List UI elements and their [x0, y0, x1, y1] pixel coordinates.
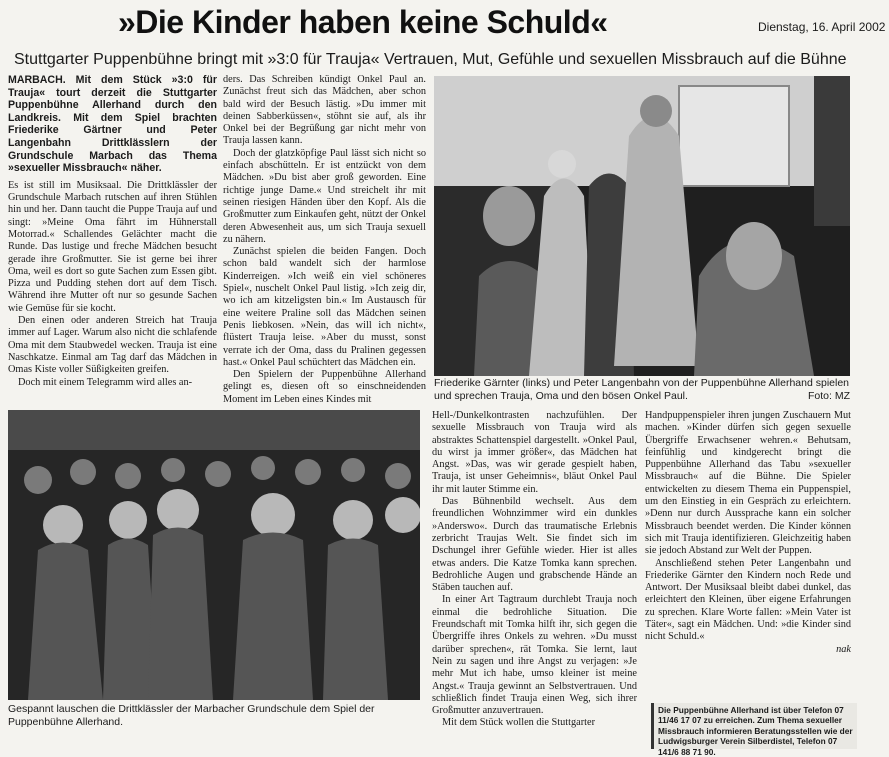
audience-photo-image [8, 410, 420, 700]
paragraph: Den Spielern der Puppenbühne Allerhand gelingt es, diesen oft so einschneidenden Moment im Leben eines Kindes mit [223, 369, 426, 404]
paragraph: Anschließend stehen Peter Langenbahn und Friederike Gärnter den Kindern noch Rede und Antwort. Der Musiksaal bleibt dabei dunkel, das erleichtert den Kleinen, über eigene Erfahrungen zu sprechen. Klare Worte fallen: »Mein Vater ist Täter«, sagt ein Mädchen. Und: »die Kinder sind nicht Schuld.« [645, 557, 851, 643]
top-photo-caption [434, 377, 850, 403]
article-column-4 [645, 410, 851, 700]
paragraph: Doch mit einem Telegramm wird alles an- [18, 376, 193, 388]
article-column-2 [223, 74, 426, 404]
paragraph: Handpuppenspieler ihren jungen Zuschauern Mut machen. »Kinder dürfen sich gegen sexuelle Übergriffe Erwachsener wehren.« Behutsam, feinfühlig und kindgerecht bringt die Puppenbühne Allerhand das Tabu »sexueller Missbrauch« auf die Bühne. Die Spieler entwickelten zu diesem Thema ein Puppenspiel, um den Einstieg in ein Gespräch zu erleichtern. »Denn nur durch Aussprache kann ein solcher Missbrauch beendet werden. Die Kinder können sich mit Trauja identifizieren. Gleichzeitig haben sie jedoch Abstand zur Welt der Puppen. [645, 410, 851, 557]
paragraph: Hell-/Dunkelkontrasten nachzufühlen. Der sexuelle Missbrauch von Trauja wird als abstraktes Schattenspiel dargestellt. »Onkel Paul, du wirst ja immer größer«, das Mädchen hat Angst. »Das, was wir gerade gespielt haben, Trauja, ist unser Geheimnis«, bläut Onkel Paul ihr mit lauter Stimme ein. [432, 410, 637, 495]
article-column-1 [8, 74, 217, 404]
caption-text: Friederike Gärnter (links) und Peter Langenbahn von der Puppenbühne Allerhand spielen und sprechen Trauja, Oma und den bösen Onkel Paul. [434, 377, 850, 402]
paragraph: Das Bühnenbild wechselt. Aus dem freundlichen Wohnzimmer wird ein dunkles »Anderswo«. Durch das traumatische Erlebnis zerbricht Traujas Welt. Sie findet sich im Dschungel ihrer Gefühle wieder. Hier ist alles etwas anders. Die Katze Tomka kann sprechen. Bedrohliche Augen und grabschende Hände an Stäben tauchen auf. [432, 496, 637, 594]
contact-info-box: Die Puppenbühne Allerhand ist über Telefon 07 11/46 17 07 zu erreichen. Zum Thema sexueller Missbrauch informieren Beratungsstellen wie der Ludwigsburger Verein Silberdistel, Telefon 07 141/6 88 71 90. [651, 703, 857, 749]
paragraph: Den einen oder anderen Streich hat Trauja immer auf Lager. Warum also nicht die schlafende Oma mit dem Staubwedel wecken. Trauja ist eine Naschkatze. Einmal am Tag darf das Mädchen in Omas Kiste voller Süßigkeiten greifen. [8, 315, 217, 376]
bottom-photo-caption: Gespannt lauschen die Drittklässler der Marbacher Grundschule dem Spiel der Puppenbühne Allerhand. [8, 703, 375, 728]
author-signature: nak [836, 643, 851, 655]
subheadline: Stuttgarter Puppenbühne bringt mit »3:0 für Trauja« Vertrauen, Mut, Gefühle und sexuellen Missbrauch auf die Bühne [14, 51, 847, 68]
paragraph: Zunächst spielen die beiden Fangen. Doch schon bald wandelt sich der harmlose Kinderreigen. »Ich weiß ein viel schöneres Spiel«, nuschelt Onkel Paul listig. »Ich zeig dir, wo ich am kitzeligsten bin.« Im Austausch für eine weitere Praline soll das Mädchen seinen Penis liebkosen. »Nein, das will ich nicht«, flüstert Trauja leise. »Aber du musst, sonst verrate ich der Oma, dass du Pralinen gegessen hast.« Onkel Paul schüchtert das Mädchen ein. [223, 246, 426, 368]
puppeteers-photo-image [434, 76, 850, 376]
headline: »Die Kinder haben keine Schuld« [118, 4, 608, 40]
paragraph: Doch der glatzköpfige Paul lässt sich nicht so einfach abschütteln. Er ist entzückt von dem Mädchen. »Du bist aber groß geworden. Eine richtige junge Dame.« Und streichelt ihr mit seinen riesigen Händen über den Kopf. Als die Großmutter zum Einkaufen geht, nützt der Onkel deren Abwesenheit aus, um sich Trauja sexuell zu nähern. [223, 147, 426, 245]
paragraph: Mit dem Stück wollen die Stuttgarter [442, 717, 596, 729]
audience-photo [8, 410, 420, 700]
article-column-3 [432, 410, 637, 750]
paragraph: Es ist still im Musiksaal. Die Drittklässler der Grundschule Marbach rutschen auf ihren Stühlen hin und her. Dann taucht die Puppe Trauja auf und singt: »Meine Oma fährt im Hühnerstall Motorrad.« Schallendes Gelächter macht die Runde. Das lustige und freche Mädchen besucht gerade ihre Großmutter. Sie ist gerne bei ihrer Oma, weil es dort so gute Sachen zum Essen gibt. Pizza und Pudding stehen dort auf dem Tisch. Während ihre Mutter oft nur so gesunde Sachen wie Gemüse für sie kocht. [8, 179, 217, 314]
puppeteers-photo [434, 76, 850, 376]
lead-paragraph: MARBACH. Mit dem Stück »3:0 für Trauja« tourt derzeit die Stuttgarter Puppenbühne Allerhand durch den Landkreis. Mit dem Spiel brachten Friederike Gärtner und Peter Langenbahn Drittklässlern der Grundschule Marbach das Thema »sexueller Missbrauch« näher. [8, 74, 217, 175]
photo-credit: Foto: MZ [807, 390, 850, 402]
paragraph: ders. Das Schreiben kündigt Onkel Paul an. Zunächst freut sich das Mädchen, aber schon bald wird der Besuch lästig. »Du immer mit deinen Sabberküssen«, stöhnt sie auf, als ihr Onkel bei der Begrüßung gar nicht mehr von Trauja lassen kann. [223, 74, 426, 147]
publication-date: Dienstag, 16. April 2002 [758, 20, 886, 34]
paragraph: In einer Art Tagtraum durchlebt Trauja noch einmal die bedrohliche Situation. Die Freundschaft mit Tomka hilft ihr, sich gegen die Übergriffe ihres Onkels zu wehren. »Du musst darüber sprechen«, rät Tomka. Sie lernt, laut Nein zu sagen und ihre Angst zu verjagen: »Je mehr Mut ich habe, umso kleiner ist meine Angst.« Trauja gewinnt an Selbstvertrauen. Und schließlich findet Trauja einen Weg, sich ihrer Großmutter anzuvertrauen. [432, 594, 637, 717]
